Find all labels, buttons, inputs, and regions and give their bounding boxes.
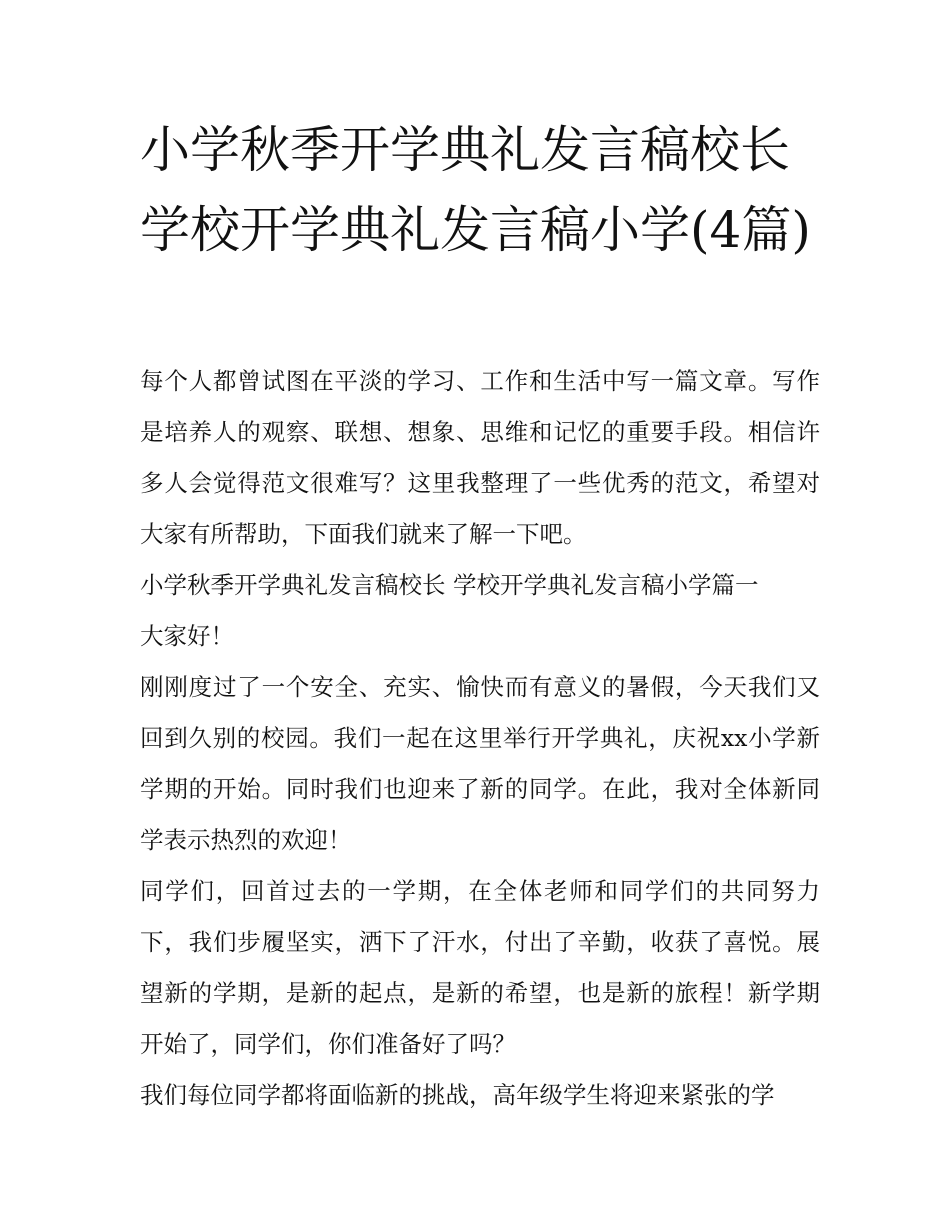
intro-paragraph: 每个人都曾试图在平淡的学习、工作和生活中写一篇文章。写作是培养人的观察、联想、想象、思维和记忆的重要手段。相信许多人会觉得范文很难写？这里我整理了一些优秀的范文，希望对大家有所帮助，下面我们就来了解一下吧。 [140,367,820,548]
body-paragraph: 我们每位同学都将面临新的挑战，高年级学生将迎来紧张的学 [140,1081,775,1109]
document-body [140,356,820,1121]
greeting-paragraph: 大家好！ [140,622,234,650]
body-paragraph: 刚刚度过了一个安全、充实、愉快而有意义的暑假，今天我们又回到久别的校园。我们一起在这里举行开学典礼，庆祝xx小学新学期的开始。同时我们也迎来了新的同学。在此，我对全体新同学表示热烈的欢迎！ [140,673,820,854]
body-paragraph: 同学们，回首过去的一学期，在全体老师和同学们的共同努力下，我们步履坚实，洒下了汗水，付出了辛勤，收获了喜悦。展望新的学期，是新的起点，是新的希望，也是新的旅程！新学期开始了，同学们，你们准备好了吗？ [140,877,820,1058]
section-heading: 小学秋季开学典礼发言稿校长 学校开学典礼发言稿小学篇一 [140,571,759,599]
document-title: 小学秋季开学典礼发言稿校长 学校开学典礼发言稿小学(4篇) [140,121,811,259]
